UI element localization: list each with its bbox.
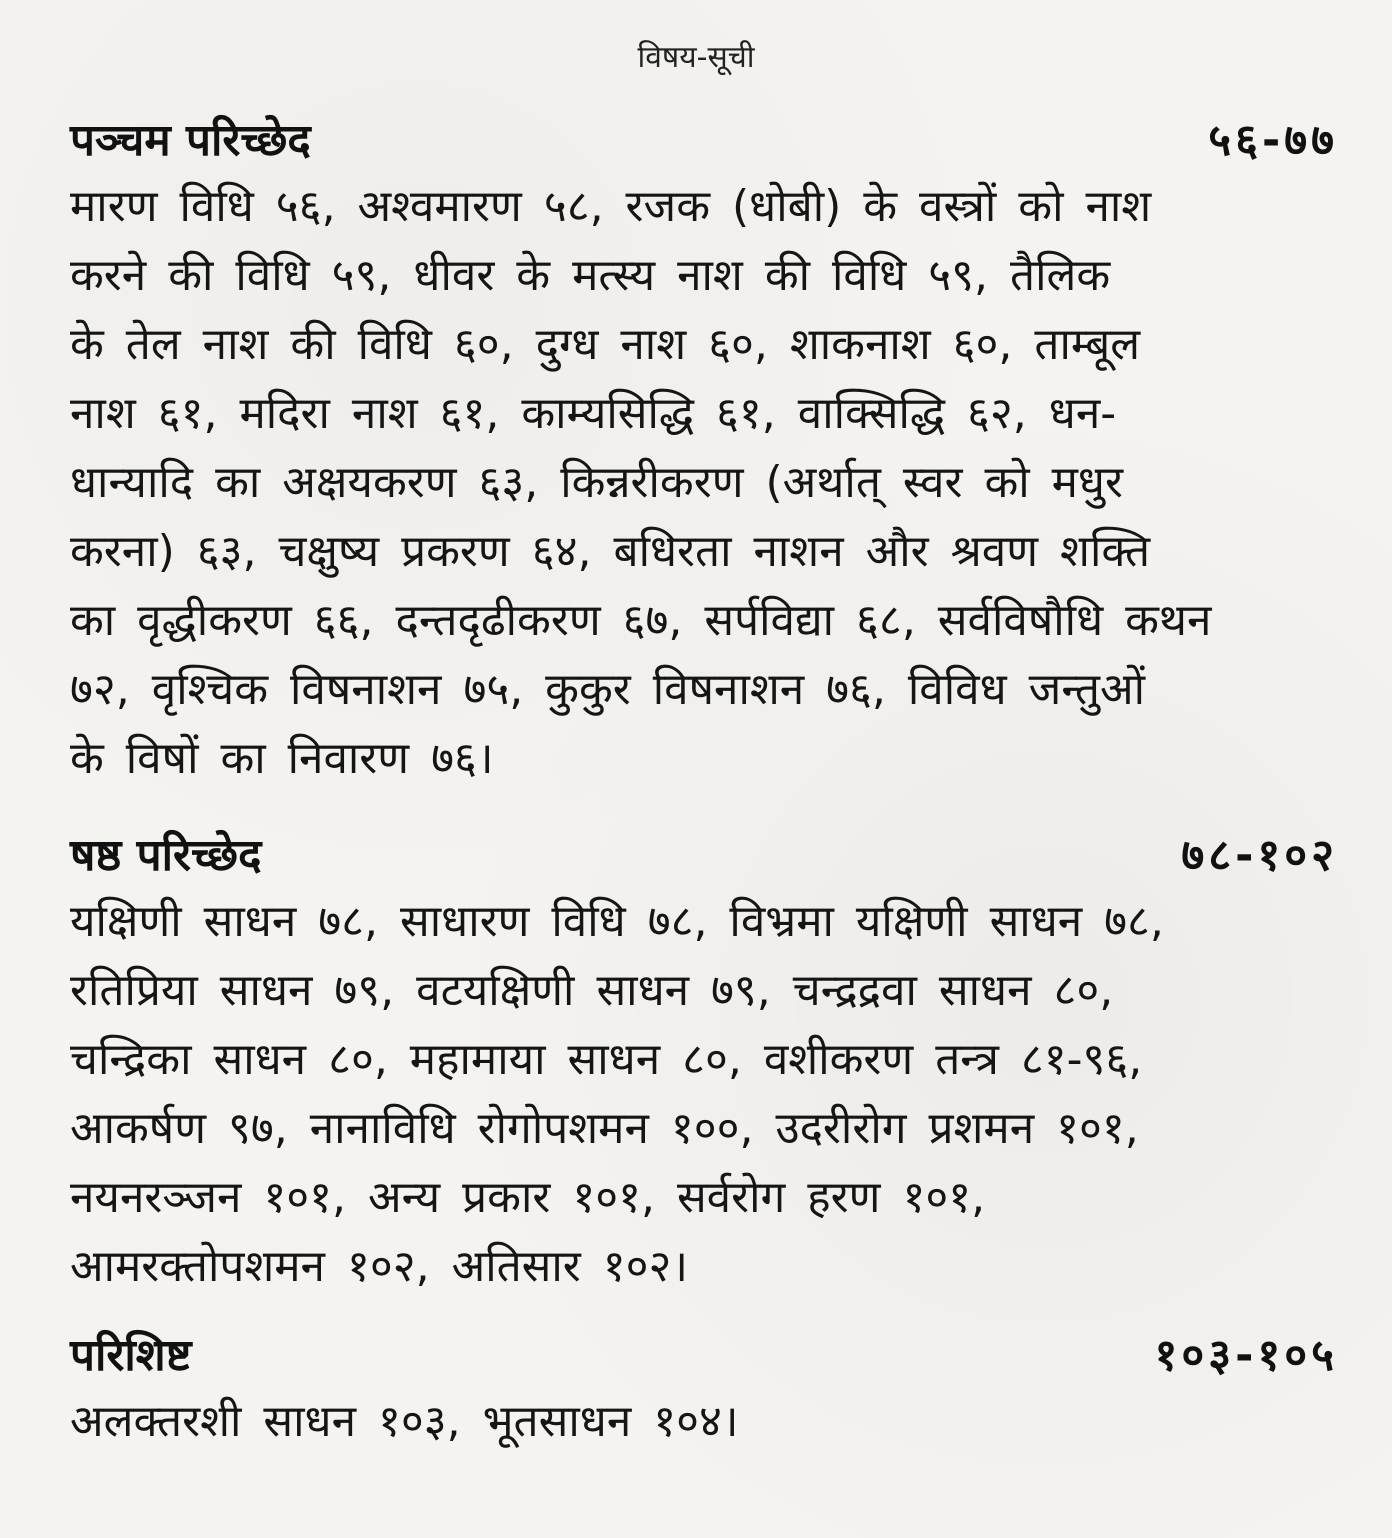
page-range: १०३-१०५	[1154, 1330, 1338, 1381]
content-line: ७२, वृश्चिक विषनाशन ७५, कुकुर विषनाशन ७६, विविध जन्तुओं	[70, 664, 1145, 715]
section-contents	[70, 172, 1338, 793]
content-line: चन्द्रिका साधन ८०, महामाया साधन ८०, वशीकरण तन्त्र ८१-९६,	[70, 1034, 1143, 1085]
content-line: मारण विधि ५६, अश्वमारण ५८, रजक (धोबी) के वस्त्रों को नाश	[70, 181, 1152, 232]
content-line: नयनरञ्जन १०१, अन्य प्रकार १०१, सर्वरोग हरण १०१,	[70, 1172, 986, 1223]
section-contents	[70, 887, 1338, 1301]
section-title: षष्ठ परिच्छेद	[70, 830, 262, 881]
section-contents	[70, 1387, 1338, 1456]
running-head: विषय-सूची	[637, 40, 755, 75]
content-line: धान्यादि का अक्षयकरण ६३, किन्नरीकरण (अर्थात् स्वर को मधुर	[70, 457, 1123, 508]
content-line: अलक्तरशी साधन १०३, भूतसाधन १०४।	[70, 1396, 739, 1447]
section-panchama	[70, 110, 1338, 793]
content-line: आमरक्तोपशमन १०२, अतिसार १०२।	[70, 1241, 689, 1292]
section-shashtha	[70, 825, 1338, 1301]
section-header	[70, 110, 1338, 172]
content-line: के तेल नाश की विधि ६०, दुग्ध नाश ६०, शाकनाश ६०, ताम्बूल	[70, 319, 1141, 370]
page-range: ५६-७७	[1208, 115, 1338, 166]
section-parishishta	[70, 1325, 1338, 1456]
content-line: का वृद्धीकरण ६६, दन्तदृढीकरण ६७, सर्पविद्या ६८, सर्वविषौधि कथन	[70, 595, 1212, 646]
page-range: ७८-१०२	[1181, 830, 1338, 881]
section-header	[70, 1325, 1338, 1387]
section-header	[70, 825, 1338, 887]
content-line: करने की विधि ५९, धीवर के मत्स्य नाश की विधि ५९, तैलिक	[70, 250, 1111, 301]
content-line: आकर्षण ९७, नानाविधि रोगोपशमन १००, उदरीरोग प्रशमन १०१,	[70, 1103, 1139, 1154]
content-line: करना) ६३, चक्षुष्य प्रकरण ६४, बधिरता नाशन और श्रवण शक्ति	[70, 526, 1151, 577]
content-line: के विषों का निवारण ७६।	[70, 733, 494, 784]
section-title: परिशिष्ट	[70, 1330, 192, 1381]
content-line: नाश ६१, मदिरा नाश ६१, काम्यसिद्धि ६१, वाक्सिद्धि ६२, धन-	[70, 388, 1117, 439]
content-line: रतिप्रिया साधन ७९, वटयक्षिणी साधन ७९, चन्द्रद्रवा साधन ८०,	[70, 965, 1114, 1016]
section-title: पञ्चम परिच्छेद	[70, 115, 311, 166]
content-line: यक्षिणी साधन ७८, साधारण विधि ७८, विभ्रमा यक्षिणी साधन ७८,	[70, 896, 1164, 947]
